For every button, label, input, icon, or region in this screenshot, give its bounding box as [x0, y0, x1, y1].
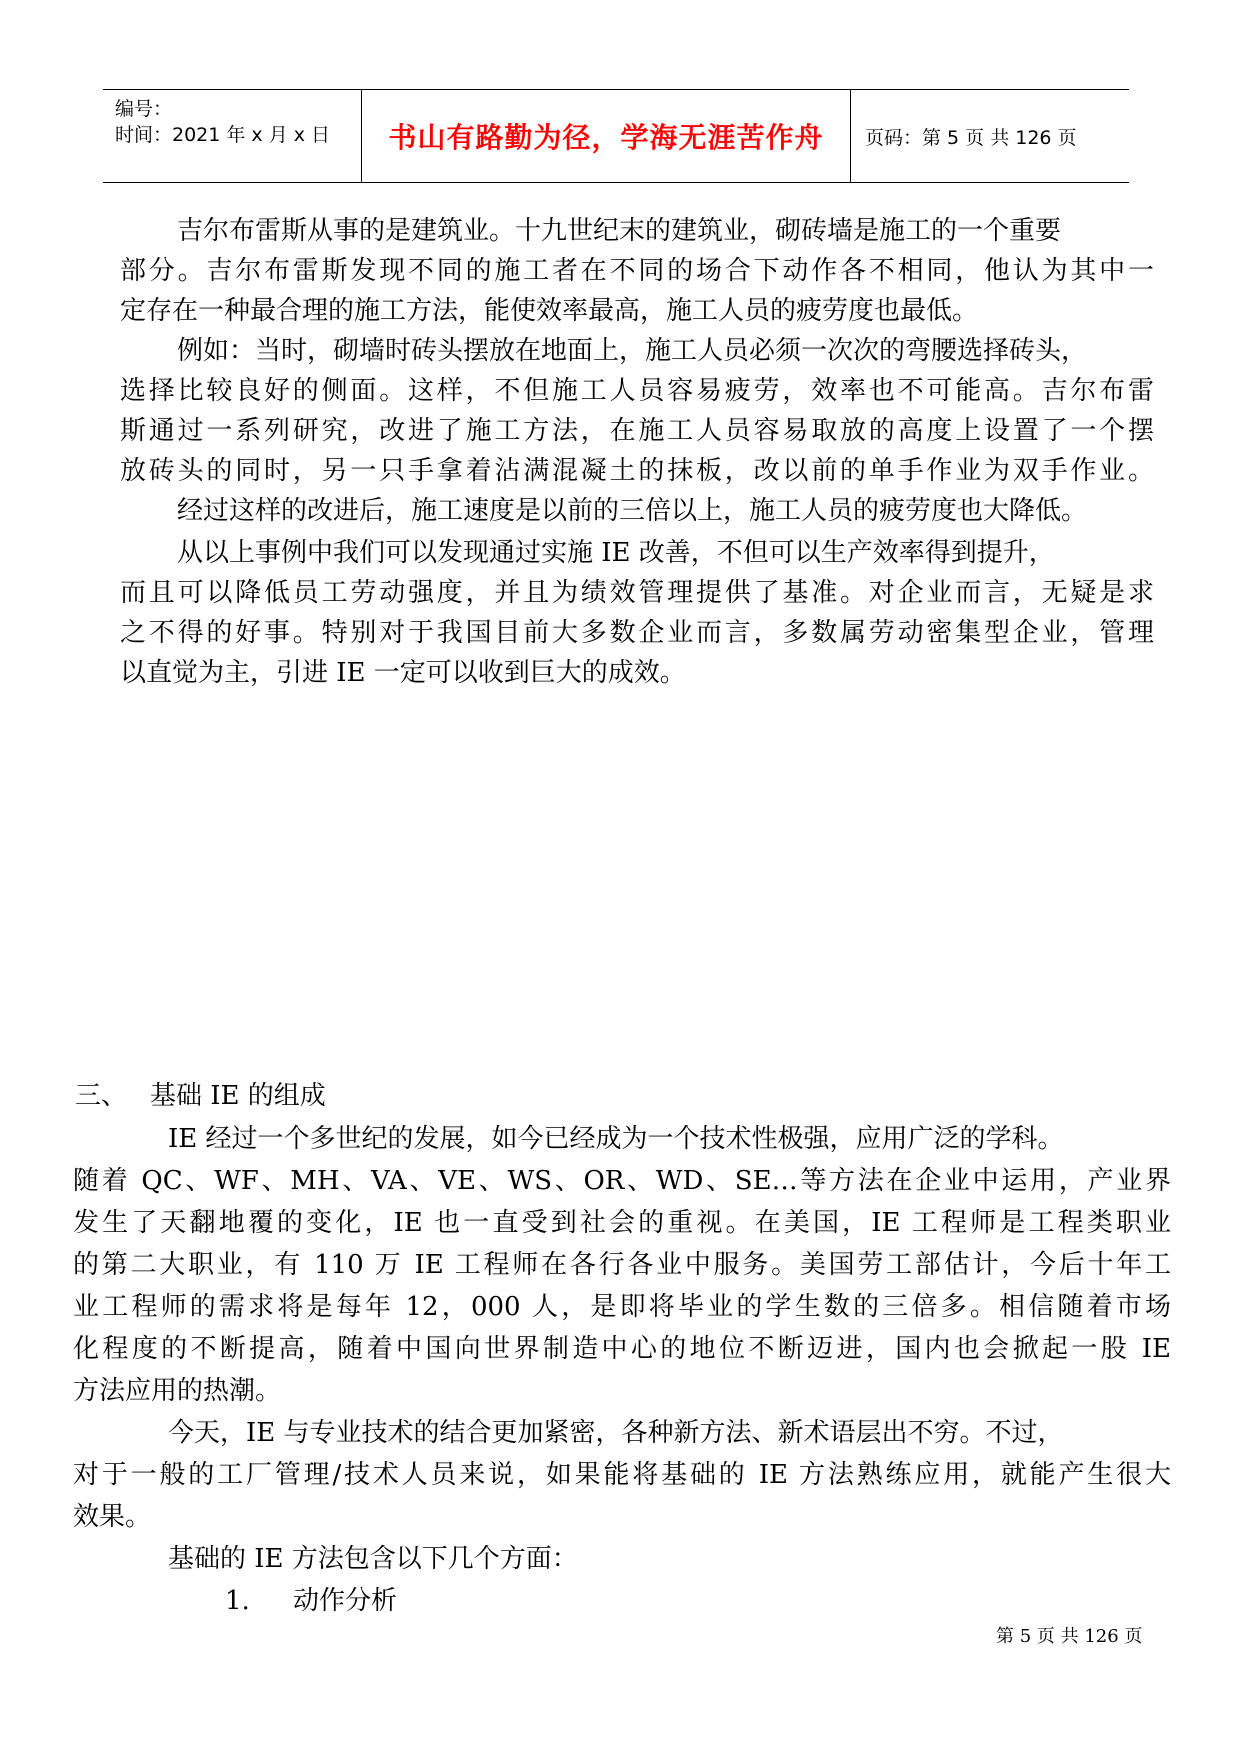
para6-line: 效果。: [73, 1502, 152, 1532]
para3-line: 经过这样的改进后，施工速度是以前的三倍以上，施工人员的疲劳度也大降低。: [177, 496, 1088, 526]
para5-line: 方法应用的热潮。: [73, 1376, 282, 1406]
para4-line: 之不得的好事。特别对于我国目前大多数企业而言，多数属劳动密集型企业，管理: [120, 618, 1154, 648]
para4-line: 以直觉为主，引进 IE 一定可以收到巨大的成效。: [120, 658, 686, 688]
header-page-code: 页码：第 5 页 共 126 页: [865, 126, 1077, 149]
page-footer: 第 5 页 共 126 页: [996, 1626, 1143, 1647]
header-motto: 书山有路勤为径，学海无涯苦作舟: [388, 121, 824, 154]
para5-line: 业工程师的需求将是每年 12，000 人，是即将毕业的学生数的三倍多。相信随着市场: [73, 1292, 1171, 1322]
time-label: 时间：2021 年 x 月 x 日: [115, 124, 331, 146]
list-number: 1.: [225, 1586, 250, 1616]
para2-line: 例如：当时，砌墙时砖头摆放在地面上，施工人员必须一次次的弯腰选择砖头，: [177, 336, 1088, 366]
para6-line: 今天，IE 与专业技术的结合更加紧密，各种新方法、新术语层出不穷。不过，: [168, 1418, 1064, 1448]
para7-line: 基础的 IE 方法包含以下几个方面：: [168, 1544, 578, 1574]
serial-label: 编号：: [115, 98, 173, 120]
para6-line: 对于一般的工厂管理/技术人员来说，如果能将基础的 IE 方法熟练应用，就能产生很大: [73, 1460, 1171, 1490]
section-title: 基础 IE 的组成: [150, 1081, 326, 1111]
para5-line: 的第二大职业，有 110 万 IE 工程师在各行各业中服务。美国劳工部估计，今后十年工: [73, 1250, 1171, 1280]
para1-line: 部分。吉尔布雷斯发现不同的施工者在不同的场合下动作各不相同，他认为其中一: [120, 256, 1154, 286]
para5-line: 随着 QC、WF、MH、VA、VE、WS、OR、WD、SE…等方法在企业中运用，产业界: [73, 1166, 1171, 1196]
para2-line: 放砖头的同时，另一只手拿着沾满混凝土的抹板，改以前的单手作业为双手作业。: [120, 456, 1154, 486]
list-item: 动作分析: [293, 1586, 398, 1616]
para5-line: 发生了天翻地覆的变化，IE 也一直受到社会的重视。在美国，IE 工程师是工程类职业: [73, 1208, 1171, 1238]
header-motto-cell: [362, 90, 851, 182]
page-header: [103, 89, 1129, 183]
para4-line: 从以上事例中我们可以发现通过实施 IE 改善，不但可以生产效率得到提升，: [177, 538, 1055, 568]
para2-line: 斯通过一系列研究，改进了施工方法，在施工人员容易取放的高度上设置了一个摆: [120, 416, 1154, 446]
header-page-cell: [851, 90, 1129, 182]
para4-line: 而且可以降低员工劳动强度，并且为绩效管理提供了基准。对企业而言，无疑是求: [120, 578, 1154, 608]
para5-line: 化程度的不断提高，随着中国向世界制造中心的地位不断迈进，国内也会掀起一股 IE: [73, 1334, 1171, 1364]
para1-line: 吉尔布雷斯从事的是建筑业。十九世纪末的建筑业，砌砖墙是施工的一个重要: [177, 216, 1062, 246]
para1-line: 定存在一种最合理的施工方法，能使效率最高，施工人员的疲劳度也最低。: [120, 296, 979, 326]
header-info: [103, 90, 362, 182]
section-number: 三、: [75, 1081, 128, 1111]
para5-line: IE 经过一个多世纪的发展，如今已经成为一个技术性极强，应用广泛的学科。: [168, 1124, 1064, 1154]
para2-line: 选择比较良好的侧面。这样，不但施工人员容易疲劳，效率也不可能高。吉尔布雷: [120, 376, 1154, 406]
